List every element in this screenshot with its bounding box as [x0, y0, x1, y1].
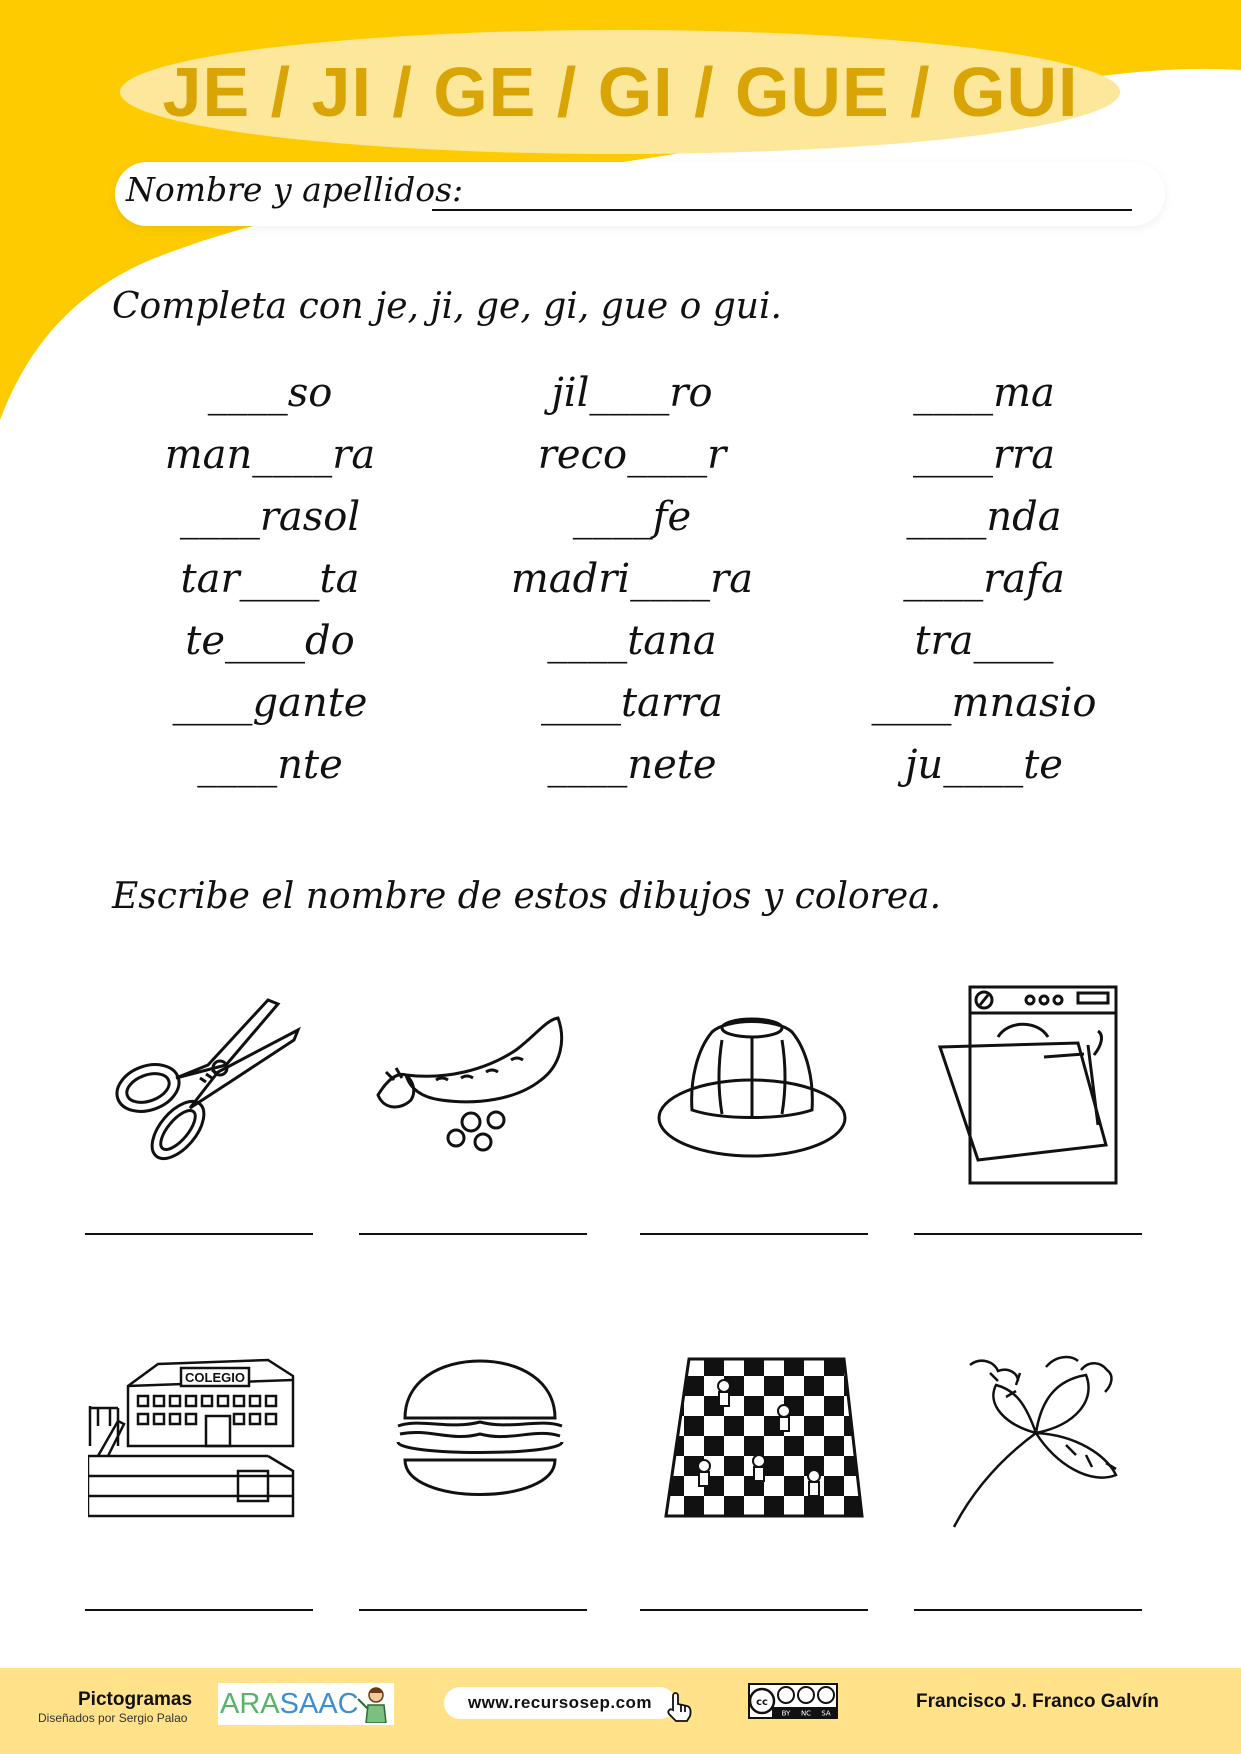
- fill-item: reco____r: [537, 432, 727, 478]
- arasaac-logo-part1: ARA: [220, 1688, 280, 1720]
- school-building-icon: [88, 1346, 298, 1526]
- cc-sa-label: SA: [821, 1709, 831, 1718]
- school-sign-text: COLEGIO: [185, 1370, 245, 1385]
- name-answer-line[interactable]: [432, 209, 1132, 211]
- cc-by-label: BY: [781, 1709, 791, 1718]
- fill-item: ____tarra: [540, 680, 723, 726]
- fill-item: jil____ro: [551, 370, 713, 416]
- answer-line[interactable]: [914, 1609, 1142, 1611]
- jelly-icon: [652, 1010, 852, 1170]
- fill-item: ____nete: [547, 742, 717, 788]
- answer-line[interactable]: [359, 1233, 587, 1235]
- hamburger-icon: [390, 1356, 570, 1516]
- page-title: JE / JI / GE / GI / GUE / GUI: [162, 53, 1079, 131]
- author-name: Francisco J. Franco Galvín: [916, 1691, 1159, 1712]
- arasaac-logo-part2: SAAC: [279, 1688, 359, 1720]
- answer-line[interactable]: [640, 1233, 868, 1235]
- answer-line[interactable]: [85, 1233, 313, 1235]
- fill-item: ____fe: [572, 494, 692, 540]
- answer-line[interactable]: [914, 1233, 1142, 1235]
- fill-item: madri____ra: [510, 556, 754, 602]
- fill-item: ____ma: [913, 370, 1055, 416]
- fill-item: ____tana: [547, 618, 717, 664]
- fill-item: man____ra: [164, 432, 376, 478]
- cc-nc-label: NC: [800, 1709, 812, 1718]
- fill-item: ____nda: [906, 494, 1062, 540]
- fill-item: ju____te: [905, 742, 1063, 788]
- fill-item: ____rra: [912, 432, 1056, 478]
- dishwasher-icon: [938, 985, 1120, 1185]
- svg-text:cc: cc: [756, 1697, 768, 1708]
- pictogram-character-icon: [356, 1685, 392, 1723]
- parsley-icon: [946, 1345, 1132, 1531]
- fill-item: ____rasol: [179, 494, 361, 540]
- website-text: www.recursosep.com: [467, 1693, 653, 1712]
- fill-item: ____gante: [172, 680, 368, 726]
- answer-line[interactable]: [640, 1609, 868, 1611]
- website-link[interactable]: [444, 1687, 676, 1719]
- instruction-complete: Completa con je, ji, ge, gi, gue o gui.: [112, 286, 782, 327]
- designed-by-text: Diseñados por Sergio Palao: [38, 1711, 188, 1725]
- answer-line[interactable]: [359, 1609, 587, 1611]
- arasaac-logo[interactable]: [218, 1683, 394, 1725]
- fill-item: ____nte: [197, 742, 343, 788]
- fill-item: ____mnasio: [871, 680, 1097, 726]
- fill-item: tar____ta: [180, 556, 360, 602]
- fill-item: ____so: [207, 370, 333, 416]
- scissors-icon: [108, 990, 308, 1170]
- cc-license-badge: [748, 1683, 838, 1719]
- hand-pointer-icon: [665, 1690, 693, 1722]
- chess-board-icon: [664, 1356, 864, 1518]
- answer-line[interactable]: [85, 1609, 313, 1611]
- instruction-write-names: Escribe el nombre de estos dibujos y colorea.: [112, 876, 942, 917]
- pictograms-label: Pictogramas: [78, 1689, 193, 1710]
- fill-item: te____do: [185, 618, 355, 664]
- name-label: Nombre y apellidos:: [126, 170, 464, 209]
- fill-item: ____rafa: [903, 556, 1065, 602]
- pea-pod-icon: [366, 1010, 576, 1160]
- fill-item: tra____: [914, 618, 1054, 664]
